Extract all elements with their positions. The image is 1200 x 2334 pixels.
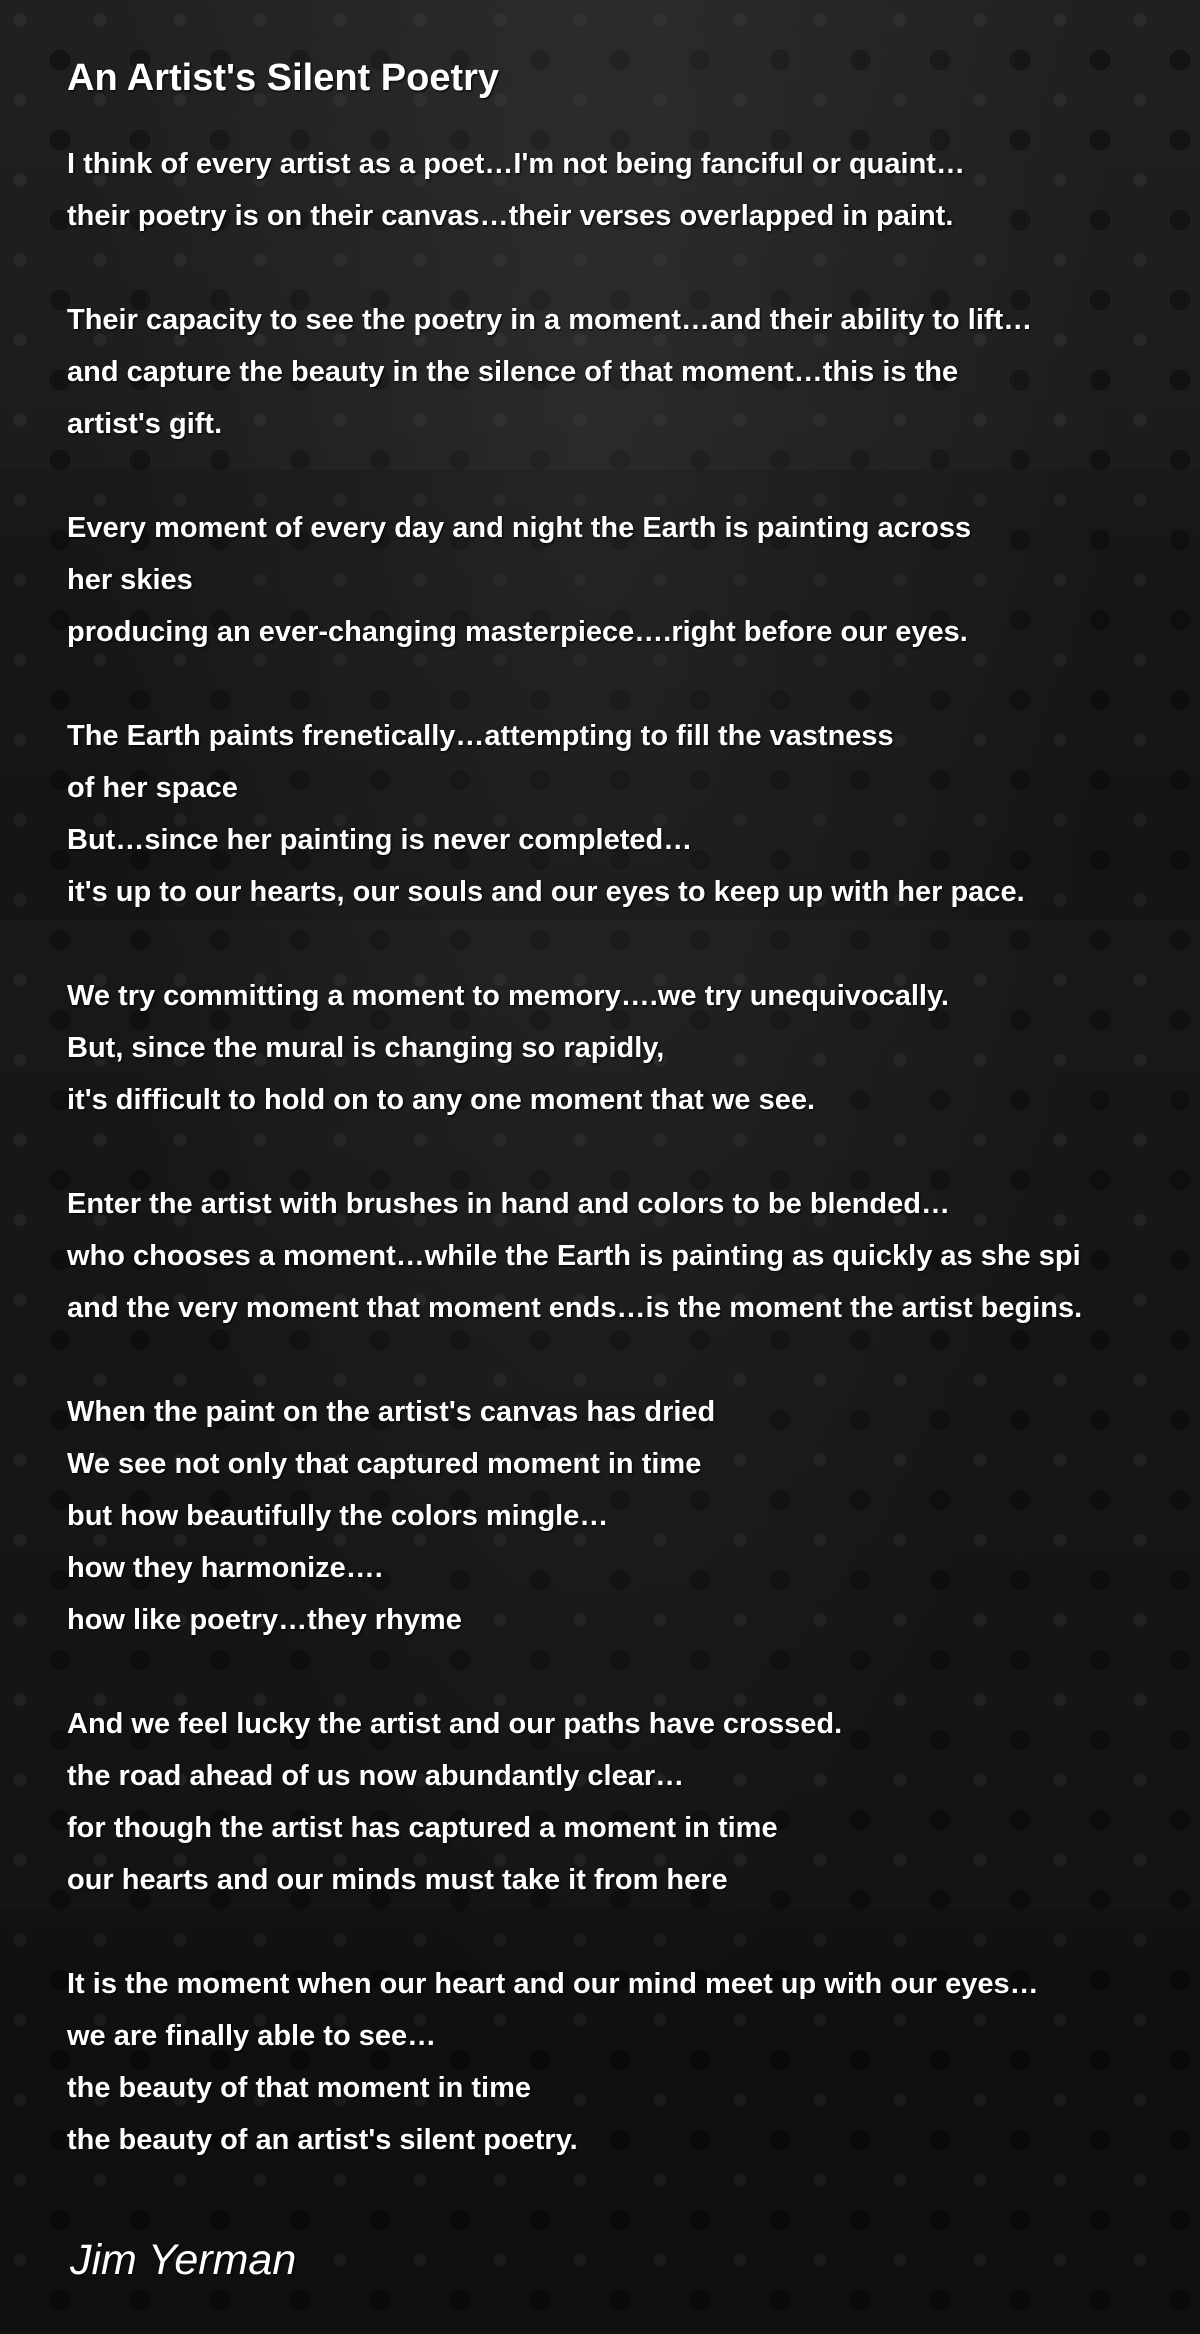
stanza: [67, 294, 1200, 450]
poem-line: We see not only that captured moment in time: [67, 1448, 702, 1480]
poem-line: it's up to our hearts, our souls and our eyes to keep up with her pace.: [67, 876, 1025, 908]
poem-line: Every moment of every day and night the Earth is painting across: [67, 512, 972, 544]
poem-line: and capture the beauty in the silence of that moment…this is the: [67, 356, 959, 388]
poem-line: how like poetry…they rhyme: [67, 1604, 462, 1636]
poem-line: her skies: [67, 564, 193, 596]
stanza: [67, 1178, 1200, 1334]
stanza: [67, 138, 1200, 242]
poem-line: And we feel lucky the artist and our paths have crossed.: [67, 1708, 843, 1740]
poem-line: who chooses a moment…while the Earth is painting as quickly as she spi: [67, 1240, 1081, 1272]
poem-line: We try committing a moment to memory….we try unequivocally.: [67, 980, 949, 1012]
poem-line: But, since the mural is changing so rapidly,: [67, 1032, 665, 1064]
poem-line: we are finally able to see…: [67, 2020, 437, 2052]
poem-line: the beauty of an artist's silent poetry.: [67, 2124, 578, 2156]
poem-line: of her space: [67, 772, 238, 804]
poem-line: producing an ever-changing masterpiece….right before our eyes.: [67, 616, 968, 648]
stanza: [67, 710, 1200, 918]
poem-line: When the paint on the artist's canvas has dried: [67, 1396, 716, 1428]
poem-line: but how beautifully the colors mingle…: [67, 1500, 609, 1532]
poem-line: for though the artist has captured a moment in time: [67, 1812, 778, 1844]
poem-title: An Artist's Silent Poetry: [67, 57, 500, 99]
stanza: [67, 1698, 1200, 1906]
poem-line: the road ahead of us now abundantly clear…: [67, 1760, 685, 1792]
poem-line: it's difficult to hold on to any one moment that we see.: [67, 1084, 816, 1116]
poem-line: The Earth paints frenetically…attempting to fill the vastness: [67, 720, 894, 752]
poem-line: But…since her painting is never completed…: [67, 824, 693, 856]
poem-line: their poetry is on their canvas…their verses overlapped in paint.: [67, 200, 954, 232]
stanza: [67, 502, 1200, 658]
poem-line: Their capacity to see the poetry in a moment…and their ability to lift…: [67, 304, 1033, 336]
poem-author: Jim Yerman: [70, 2236, 297, 2284]
poem-line: the beauty of that moment in time: [67, 2072, 532, 2104]
poem-container: [67, 48, 1200, 2218]
poem-line: how they harmonize….: [67, 1552, 383, 1584]
poem-line: our hearts and our minds must take it from here: [67, 1864, 728, 1896]
poem-line: I think of every artist as a poet…I'm not being fanciful or quaint…: [67, 148, 965, 180]
poem-line: and the very moment that moment ends…is the moment the artist begins.: [67, 1292, 1083, 1324]
poem-line: artist's gift.: [67, 408, 223, 440]
stanza: [67, 970, 1200, 1126]
poem-line: Enter the artist with brushes in hand and colors to be blended…: [67, 1188, 950, 1220]
poem-line: It is the moment when our heart and our mind meet up with our eyes…: [67, 1968, 1039, 2000]
stanza: [67, 1958, 1200, 2166]
stanza: [67, 1386, 1200, 1646]
